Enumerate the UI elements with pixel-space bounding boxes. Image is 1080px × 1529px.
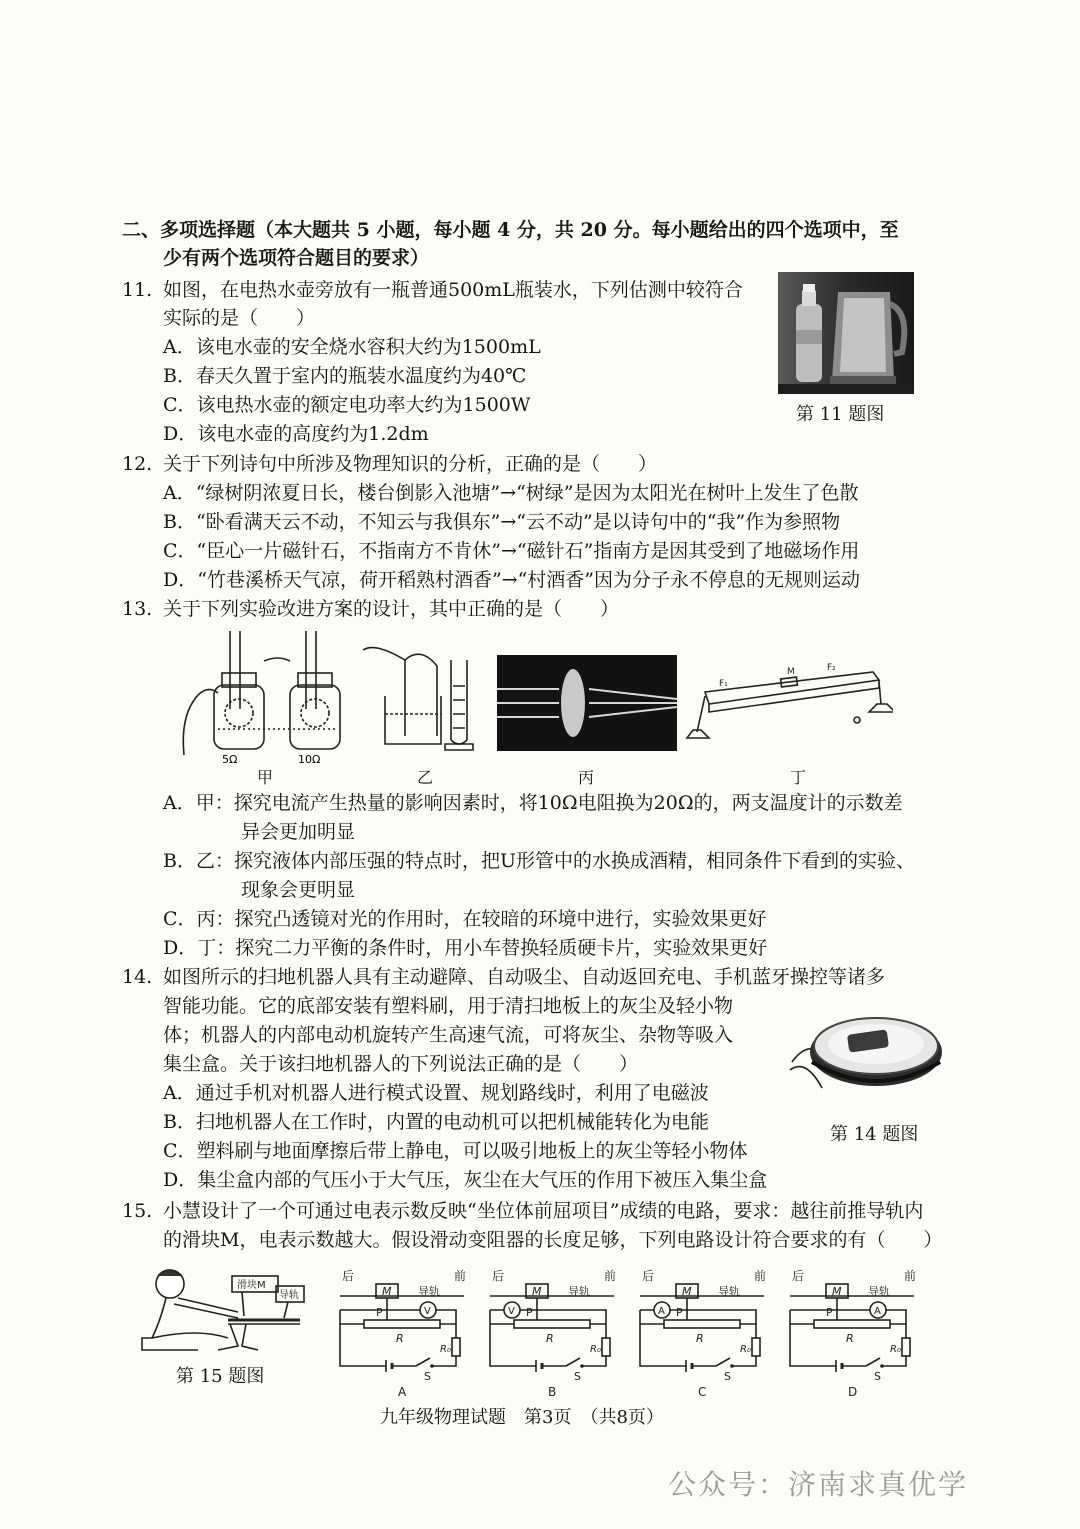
section-heading-line1: 二、多项选择题（本大题共 5 小题，每小题 4 分，共 20 分。每小题给出的四个选项中，至 (122, 219, 899, 241)
q14-number: 14. (122, 966, 153, 988)
q13-figure-ding (683, 652, 893, 752)
q13-option-a-line1: A．甲：探究电流产生热量的影响因素时，将10Ω电阻换为20Ω的，两支温度计的示数差 (163, 792, 903, 814)
circuit-B (490, 1269, 616, 1399)
svg-text:V: V (508, 1306, 515, 1317)
svg-text:A: A (658, 1306, 665, 1317)
q13-fig-label-jia: 甲 (257, 768, 274, 787)
q14-option-d: D．集尘盒内部的气压小于大气压，灰尘在大气压的作用下被压入集尘盒 (163, 1169, 768, 1191)
q11-option-a: A．该电水壶的安全烧水容积大约为1500mL (163, 336, 541, 358)
resistor-r0 (602, 1338, 610, 1356)
resistor-r (664, 1320, 740, 1328)
q12-option-b: B．“卧看满天云不动，不知云与我俱东”→“云不动”是以诗句中的“我”作为参照物 (163, 511, 841, 533)
resistor-r0 (752, 1338, 760, 1356)
svg-text:R: R (696, 1332, 704, 1345)
q15-circuits (336, 1262, 932, 1400)
q11-option-b: B．春天久置于室内的瓶装水温度约为40℃ (163, 365, 527, 387)
q13-option-b-line2: 现象会更明显 (241, 879, 356, 901)
svg-text:F₁: F₁ (719, 679, 728, 689)
resistor-r (364, 1320, 440, 1328)
q11-number: 11. (122, 279, 153, 301)
circuit-label: C (698, 1385, 707, 1399)
q15-stem-line2: 的滑块M，电表示数越大。假设滑动变阻器的长度足够，下列电路设计符合要求的有（ ） (163, 1229, 943, 1251)
svg-text:R₀: R₀ (740, 1344, 751, 1355)
resistor-r (514, 1320, 590, 1328)
q13-option-a-line2: 异会更加明显 (241, 821, 356, 843)
q13-option-d: D．丁：探究二力平衡的条件时，用小车替换轻质硬卡片，实验效果更好 (163, 937, 768, 959)
label-front: 前 (454, 1269, 467, 1283)
svg-text:S: S (724, 1370, 731, 1383)
jia-label-right: 10Ω (298, 753, 321, 766)
svg-text:S: S (574, 1370, 581, 1383)
circuit-C (640, 1269, 766, 1399)
q13-fig-label-ding: 丁 (790, 768, 807, 787)
circuit-label: D (848, 1385, 858, 1399)
svg-text:F₂: F₂ (827, 663, 836, 673)
label-back: 后 (642, 1269, 655, 1283)
label-back: 后 (792, 1269, 805, 1283)
q13-option-b-line1: B．乙：探究液体内部压强的特点时，把U形管中的水换成酒精，相同条件下看到的实验、 (163, 850, 915, 872)
label-front: 前 (754, 1269, 767, 1283)
label-front: 前 (904, 1269, 917, 1283)
svg-text:R₀: R₀ (590, 1344, 601, 1355)
q14-option-c: C．塑料刷与地面摩擦后带上静电，可以吸引地板上的灰尘等轻小物体 (163, 1140, 748, 1162)
jia-label-left: 5Ω (222, 753, 238, 766)
q13-fig-label-bing: 丙 (578, 768, 595, 787)
label-slider: 滑块M (237, 1280, 266, 1291)
circuit-A (340, 1269, 466, 1399)
svg-text:M: M (532, 1285, 542, 1298)
circuit-label: A (398, 1385, 407, 1399)
resistor-r0 (902, 1338, 910, 1356)
page-footer: 九年级物理试题 第3页 （共8页） (380, 1407, 664, 1428)
svg-text:导轨: 导轨 (868, 1285, 890, 1298)
q13-stem: 关于下列实验改进方案的设计，其中正确的是（ ） (163, 598, 620, 620)
resistor-r0 (452, 1338, 460, 1356)
svg-text:R: R (546, 1332, 554, 1345)
q13-figure-bing (497, 655, 677, 751)
svg-text:M: M (787, 667, 795, 677)
section-heading-line2: 少有两个选项符合题目的要求） (163, 247, 430, 269)
q13-fig-label-yi: 乙 (417, 768, 434, 787)
svg-text:M: M (832, 1285, 842, 1298)
q11-option-c: C．该电热水壶的额定电功率大约为1500W (163, 394, 531, 416)
q11-stem-line1: 如图，在电热水壶旁放有一瓶普通500mL瓶装水，下列估测中较符合 (163, 279, 743, 301)
q15-stem-line1: 小慧设计了一个可通过电表示数反映“坐位体前屈项目”成绩的电路，要求：越往前推导轨内 (163, 1200, 924, 1222)
q14-robot-vacuum-icon (786, 1000, 946, 1110)
q11-stem-line2: 实际的是（ ） (163, 307, 316, 329)
label-rail: 导轨 (279, 1290, 299, 1301)
q13-figure-jia (178, 625, 348, 767)
svg-text:导轨: 导轨 (718, 1285, 740, 1298)
q14-stem-line2: 智能功能。它的底部安装有塑料刷，用于清扫地板上的灰尘及轻小物 (163, 995, 734, 1017)
svg-text:M: M (382, 1285, 392, 1298)
svg-text:S: S (424, 1370, 431, 1383)
svg-text:P: P (526, 1306, 533, 1319)
label-back: 后 (342, 1269, 355, 1283)
q12-option-a: A．“绿树阴浓夏日长，楼台倒影入池塘”→“树绿”是因为太阳光在树叶上发生了色散 (163, 482, 859, 504)
q12-number: 12. (122, 453, 153, 475)
q15-caption: 第 15 题图 (176, 1366, 265, 1387)
q12-option-d: D．“竹巷溪桥天气凉，荷开稻熟村酒香”→“村酒香”因为分子永不停息的无规则运动 (163, 569, 861, 591)
svg-text:导轨: 导轨 (418, 1285, 440, 1298)
svg-text:P: P (376, 1306, 383, 1319)
q13-figure-yi (355, 640, 485, 752)
label-back: 后 (492, 1269, 505, 1283)
q11-caption: 第 11 题图 (796, 404, 885, 425)
svg-text:S: S (874, 1370, 881, 1383)
q11-option-d: D．该电水壶的高度约为1.2dm (163, 423, 429, 445)
q14-caption: 第 14 题图 (830, 1124, 919, 1145)
convex-lens-icon (561, 669, 585, 737)
svg-text:导轨: 导轨 (568, 1285, 590, 1298)
label-front: 前 (604, 1269, 617, 1283)
watermark: 公众号：济南求真优学 (668, 1468, 969, 1501)
q14-stem-line1: 如图所示的扫地机器人具有主动避障、自动吸尘、自动返回充电、手机蓝牙操控等诸多 (163, 966, 886, 988)
q14-stem-line3: 体；机器人的内部电动机旋转产生高速气流，可将灰尘、杂物等吸入 (163, 1024, 734, 1046)
svg-text:P: P (826, 1306, 833, 1319)
resistor-r (814, 1320, 890, 1328)
q15-number: 15. (122, 1200, 153, 1222)
svg-text:V: V (424, 1306, 431, 1317)
svg-text:R₀: R₀ (440, 1344, 451, 1355)
q11-kettle-photo (778, 272, 914, 394)
svg-text:M: M (682, 1285, 692, 1298)
svg-text:A: A (874, 1306, 881, 1317)
circuit-label: B (548, 1385, 557, 1399)
circuit-D (790, 1269, 916, 1399)
svg-text:R: R (396, 1332, 404, 1345)
q13-number: 13. (122, 598, 153, 620)
q12-stem: 关于下列诗句中所涉及物理知识的分析，正确的是（ ） (163, 453, 658, 475)
q13-option-c: C．丙：探究凸透镜对光的作用时，在较暗的环境中进行，实验效果更好 (163, 908, 767, 930)
svg-text:R: R (846, 1332, 854, 1345)
q15-sit-and-reach-figure (138, 1262, 308, 1354)
svg-text:R₀: R₀ (890, 1344, 901, 1355)
q14-stem-line4: 集尘盒。关于该扫地机器人的下列说法正确的是（ ） (163, 1053, 639, 1075)
q14-option-a: A．通过手机对机器人进行模式设置、规划路线时，利用了电磁波 (163, 1082, 709, 1104)
q12-option-c: C．“臣心一片磁针石，不指南方不肯休”→“磁针石”指南方是因其受到了地磁场作用 (163, 540, 860, 562)
q14-option-b: B．扫地机器人在工作时，内置的电动机可以把机械能转化为电能 (163, 1111, 709, 1133)
svg-text:P: P (676, 1306, 683, 1319)
